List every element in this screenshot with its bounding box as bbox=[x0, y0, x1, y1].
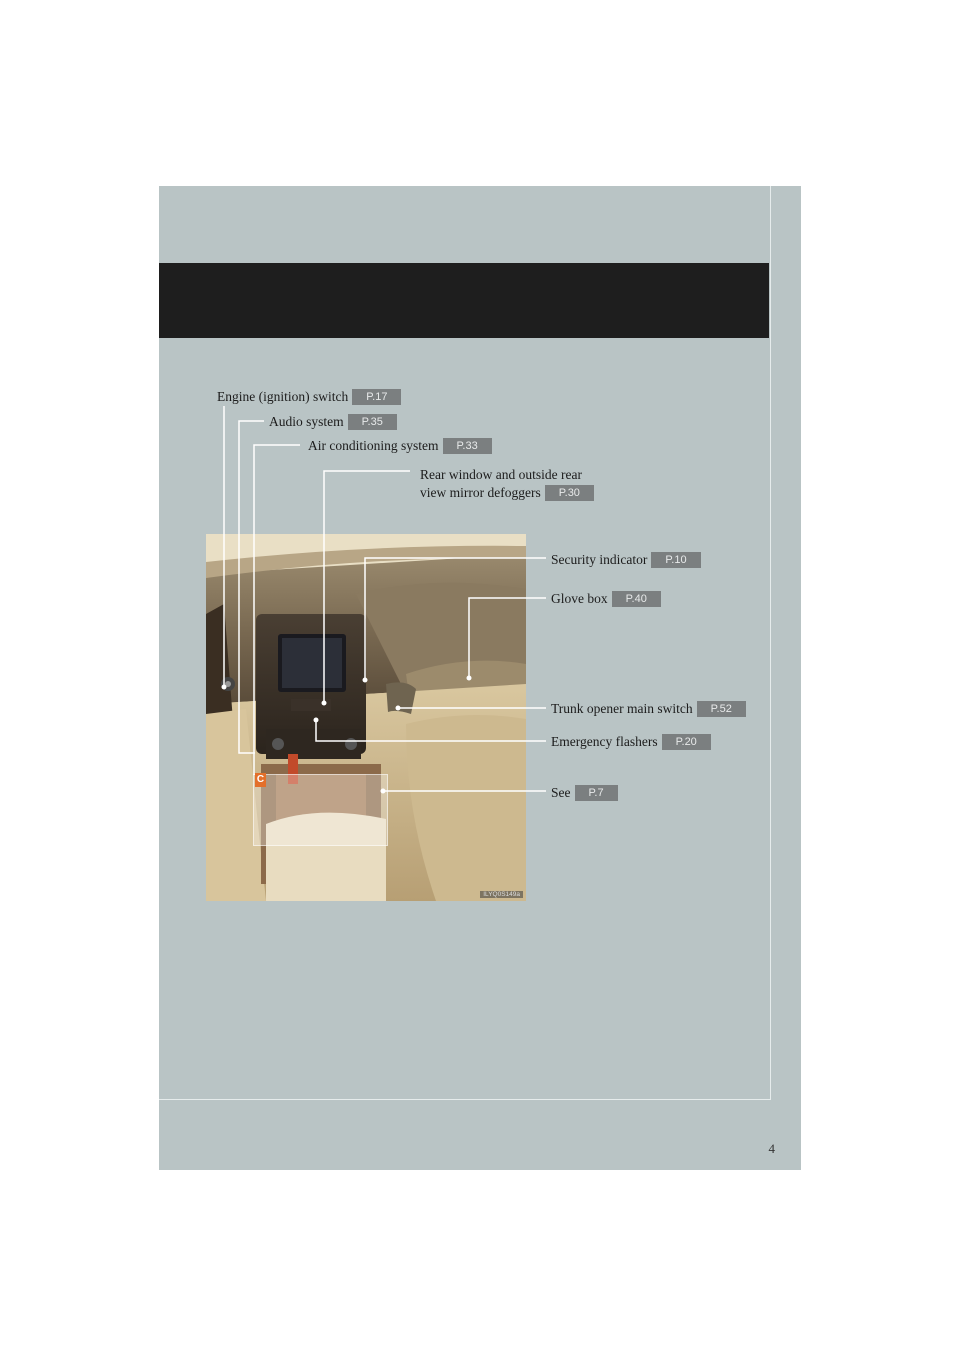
callout-air-conditioning bbox=[308, 437, 492, 454]
region-marker: C bbox=[256, 774, 265, 785]
callout-emergency-flashers bbox=[551, 733, 711, 750]
leader-glovebox bbox=[469, 598, 546, 678]
callout-trunk-opener bbox=[551, 700, 746, 717]
callout-label: Engine (ignition) switch bbox=[217, 389, 349, 404]
callout-see bbox=[551, 784, 618, 801]
leader-flashers bbox=[316, 720, 546, 741]
page-ref-badge[interactable]: P.20 bbox=[662, 734, 711, 750]
page-ref-badge[interactable]: P.10 bbox=[651, 552, 700, 568]
page-ref-badge[interactable]: P.52 bbox=[697, 701, 746, 717]
page-ref-badge[interactable]: P.7 bbox=[575, 785, 618, 801]
callout-label: Air conditioning system bbox=[308, 438, 439, 453]
page-ref-badge[interactable]: P.35 bbox=[348, 414, 397, 430]
callout-audio-system bbox=[269, 413, 397, 430]
page-ref-badge[interactable]: P.33 bbox=[443, 438, 492, 454]
callout-label-line1: Rear window and outside rear bbox=[420, 467, 582, 482]
callout-label-row2 bbox=[420, 484, 594, 502]
callout-defoggers bbox=[420, 466, 594, 502]
callout-label: See bbox=[551, 785, 571, 800]
leader-aircon bbox=[254, 445, 300, 775]
page-ref-badge[interactable]: P.17 bbox=[352, 389, 401, 405]
callout-engine-switch bbox=[217, 388, 401, 405]
callout-label: Trunk opener main switch bbox=[551, 701, 693, 716]
callout-label: Audio system bbox=[269, 414, 344, 429]
callout-glove-box bbox=[551, 590, 661, 607]
callout-label: Glove box bbox=[551, 591, 608, 606]
leader-defog bbox=[324, 471, 410, 703]
callout-label: Emergency flashers bbox=[551, 734, 658, 749]
leader-audio bbox=[239, 421, 264, 753]
callout-label-line2: view mirror defoggers bbox=[420, 485, 541, 500]
callout-security-indicator bbox=[551, 551, 701, 568]
page-ref-badge[interactable]: P.40 bbox=[612, 591, 661, 607]
page-number: 4 bbox=[768, 1141, 775, 1156]
photo-code: ILYQ0S149a bbox=[480, 891, 523, 898]
page-ref-badge[interactable]: P.30 bbox=[545, 485, 594, 501]
callout-label: Security indicator bbox=[551, 552, 648, 567]
leader-security bbox=[365, 558, 546, 680]
